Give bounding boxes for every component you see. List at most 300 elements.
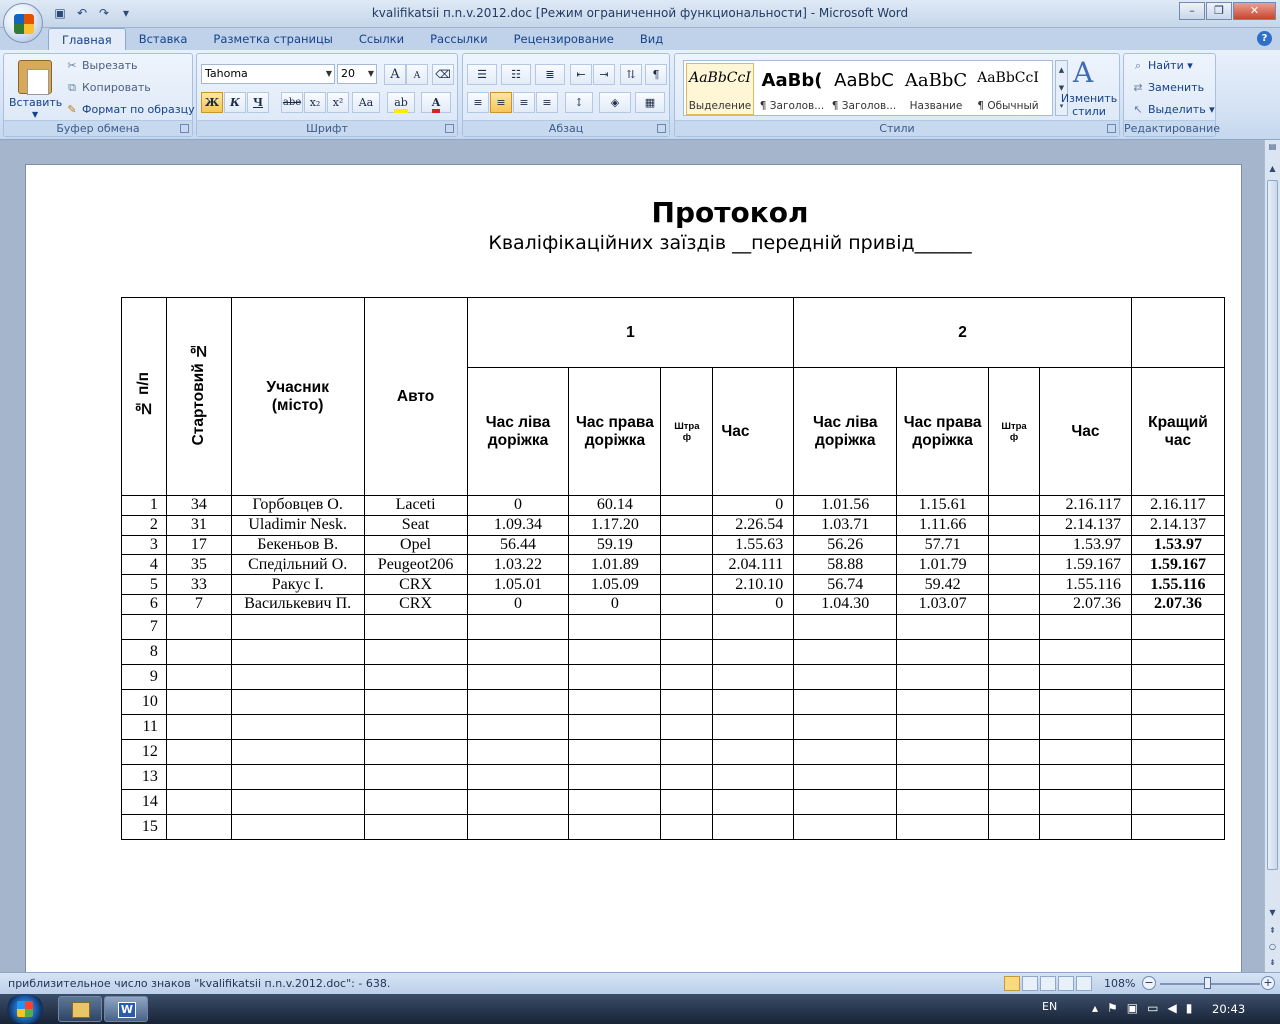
- cell-p2[interactable]: [989, 535, 1040, 555]
- cell-l1[interactable]: 0: [467, 594, 569, 614]
- cell-empty[interactable]: [794, 689, 897, 714]
- cell-n[interactable]: 7: [122, 614, 167, 639]
- cell-empty[interactable]: [1131, 789, 1224, 814]
- cell-empty[interactable]: [231, 764, 364, 789]
- table-row: [122, 714, 1225, 739]
- power-icon[interactable]: ▮: [1185, 1001, 1193, 1015]
- style-title[interactable]: [902, 63, 970, 115]
- cell-n[interactable]: 10: [122, 689, 167, 714]
- cell-n[interactable]: 6: [122, 594, 167, 614]
- find-button[interactable]: ⌕ Найти ▾: [1130, 56, 1193, 76]
- style-heading-1[interactable]: [758, 63, 826, 115]
- cell-r2[interactable]: 1.11.66: [897, 515, 989, 535]
- cell-empty[interactable]: [989, 689, 1040, 714]
- cell-empty[interactable]: [1040, 664, 1132, 689]
- cell-empty[interactable]: [166, 789, 231, 814]
- cell-p1[interactable]: [661, 535, 713, 555]
- cell-n[interactable]: 2: [122, 515, 167, 535]
- outline-view-icon[interactable]: [1058, 976, 1074, 991]
- tab-insert[interactable]: Вставка: [138, 32, 188, 46]
- cell-n[interactable]: 12: [122, 739, 167, 764]
- cell-p1[interactable]: [661, 594, 713, 614]
- table-row: [122, 639, 1225, 664]
- cell-empty[interactable]: [989, 614, 1040, 639]
- cell-empty[interactable]: [989, 814, 1040, 839]
- cell-start[interactable]: 35: [166, 555, 231, 575]
- cell-empty[interactable]: [1131, 764, 1224, 789]
- cell-empty[interactable]: [467, 639, 569, 664]
- clock[interactable]: 20:43: [1212, 1002, 1246, 1016]
- cell-empty[interactable]: [989, 714, 1040, 739]
- change-case-button[interactable]: Aa: [352, 92, 380, 113]
- cell-p2[interactable]: [989, 555, 1040, 575]
- cell-t1[interactable]: 2.04.111: [713, 555, 794, 575]
- cell-empty[interactable]: [467, 614, 569, 639]
- tab-review[interactable]: Рецензирование: [513, 32, 614, 46]
- cut-button[interactable]: [64, 56, 137, 76]
- clipboard-launcher-icon[interactable]: [180, 124, 189, 133]
- cell-p2[interactable]: [989, 496, 1040, 516]
- sort-button[interactable]: [620, 64, 642, 85]
- minimize-button[interactable]: –: [1179, 2, 1205, 20]
- cell-empty[interactable]: [661, 614, 713, 639]
- cell-r1[interactable]: 1.05.09: [569, 575, 661, 595]
- cell-empty[interactable]: [897, 664, 989, 689]
- cell-best[interactable]: 1.55.116: [1131, 575, 1224, 595]
- status-word-count[interactable]: приблизительное число знаков "kvalifikatsii п.n.v.2012.doc": - 638.: [8, 977, 391, 990]
- zoom-in-icon[interactable]: +: [1261, 976, 1275, 990]
- cell-t2[interactable]: 2.16.117: [1040, 496, 1132, 516]
- cell-empty[interactable]: [231, 664, 364, 689]
- cell-empty[interactable]: [231, 639, 364, 664]
- justify-button[interactable]: [536, 92, 558, 113]
- align-center-button[interactable]: [490, 92, 512, 113]
- cell-r2[interactable]: 1.03.07: [897, 594, 989, 614]
- cell-l1[interactable]: 1.05.01: [467, 575, 569, 595]
- cell-empty[interactable]: [569, 614, 661, 639]
- cell-best[interactable]: 1.59.167: [1131, 555, 1224, 575]
- header-car: Авто: [364, 298, 467, 496]
- cell-empty[interactable]: [713, 789, 794, 814]
- cell-t2[interactable]: 1.59.167: [1040, 555, 1132, 575]
- shrink-font-icon: A: [413, 71, 421, 81]
- cell-empty[interactable]: [364, 789, 467, 814]
- cell-t1[interactable]: 2.10.10: [713, 575, 794, 595]
- cell-empty[interactable]: [661, 639, 713, 664]
- cell-r1[interactable]: 59.19: [569, 535, 661, 555]
- cell-t1[interactable]: 1.55.63: [713, 535, 794, 555]
- cell-best[interactable]: 2.07.36: [1131, 594, 1224, 614]
- bold-button[interactable]: Ж: [201, 92, 223, 113]
- window-controls: [1178, 2, 1276, 20]
- cell-empty[interactable]: [897, 639, 989, 664]
- numbering-button[interactable]: [501, 64, 531, 85]
- cell-r2[interactable]: 59.42: [897, 575, 989, 595]
- cell-empty[interactable]: [467, 689, 569, 714]
- cell-r1[interactable]: 60.14: [569, 496, 661, 516]
- cell-empty[interactable]: [364, 664, 467, 689]
- font-name-combo[interactable]: [201, 64, 335, 84]
- copy-icon: ⧉: [68, 81, 76, 94]
- cell-r2[interactable]: 1.01.79: [897, 555, 989, 575]
- cell-empty[interactable]: [661, 714, 713, 739]
- increase-indent-button[interactable]: [593, 64, 615, 85]
- select-browse-object-icon[interactable]: ○: [1269, 942, 1276, 951]
- strikethrough-button[interactable]: abe: [281, 92, 303, 113]
- cell-empty[interactable]: [364, 739, 467, 764]
- decrease-indent-icon: ⇤: [576, 68, 586, 81]
- cell-empty[interactable]: [1131, 664, 1224, 689]
- cell-empty[interactable]: [713, 689, 794, 714]
- cell-r1[interactable]: 1.01.89: [569, 555, 661, 575]
- cell-p2[interactable]: [989, 575, 1040, 595]
- cell-empty[interactable]: [897, 689, 989, 714]
- zoom-out-icon[interactable]: −: [1142, 976, 1156, 990]
- table-row: [122, 496, 1225, 516]
- show-marks-button[interactable]: [645, 64, 667, 85]
- cell-start[interactable]: 33: [166, 575, 231, 595]
- table-row: [122, 555, 1225, 575]
- cell-n[interactable]: 3: [122, 535, 167, 555]
- cell-empty[interactable]: [569, 789, 661, 814]
- cell-empty[interactable]: [231, 739, 364, 764]
- cell-empty[interactable]: [467, 664, 569, 689]
- cell-empty[interactable]: [661, 764, 713, 789]
- cell-empty[interactable]: [364, 639, 467, 664]
- cell-empty[interactable]: [166, 814, 231, 839]
- cell-empty[interactable]: [661, 664, 713, 689]
- zoom-level[interactable]: 108%: [1104, 977, 1136, 990]
- cell-empty[interactable]: [364, 814, 467, 839]
- cell-empty[interactable]: [713, 664, 794, 689]
- cell-empty[interactable]: [897, 764, 989, 789]
- cell-empty[interactable]: [1040, 639, 1132, 664]
- cell-empty[interactable]: [1040, 739, 1132, 764]
- ruler-toggle-icon[interactable]: ▤: [1268, 142, 1277, 151]
- web-layout-icon[interactable]: [1040, 976, 1056, 991]
- cell-empty[interactable]: [364, 689, 467, 714]
- cell-empty[interactable]: [569, 689, 661, 714]
- cell-empty[interactable]: [794, 639, 897, 664]
- cell-t2[interactable]: 2.14.137: [1040, 515, 1132, 535]
- cell-empty[interactable]: [1131, 739, 1224, 764]
- full-screen-reading-icon[interactable]: [1022, 976, 1038, 991]
- undo-icon[interactable]: ↶: [76, 6, 88, 20]
- cell-name[interactable]: Горбовцев О.: [231, 496, 364, 516]
- multilevel-list-button[interactable]: [535, 64, 565, 85]
- cell-empty[interactable]: [661, 789, 713, 814]
- cell-empty[interactable]: [166, 664, 231, 689]
- cell-r2[interactable]: 1.15.61: [897, 496, 989, 516]
- cell-p1[interactable]: [661, 496, 713, 516]
- draft-view-icon[interactable]: [1076, 976, 1092, 991]
- cell-best[interactable]: 1.53.97: [1131, 535, 1224, 555]
- superscript-button[interactable]: x²: [327, 92, 349, 113]
- cell-empty[interactable]: [713, 739, 794, 764]
- cell-empty[interactable]: [467, 714, 569, 739]
- cell-start[interactable]: 34: [166, 496, 231, 516]
- maximize-button[interactable]: ❐: [1206, 2, 1232, 20]
- cell-empty[interactable]: [364, 714, 467, 739]
- cell-empty[interactable]: [569, 764, 661, 789]
- cell-empty[interactable]: [166, 714, 231, 739]
- cell-empty[interactable]: [897, 789, 989, 814]
- align-right-button[interactable]: [513, 92, 535, 113]
- cell-empty[interactable]: [1040, 614, 1132, 639]
- cell-empty[interactable]: [1131, 714, 1224, 739]
- cell-empty[interactable]: [661, 689, 713, 714]
- cell-p1[interactable]: [661, 515, 713, 535]
- cell-empty[interactable]: [467, 814, 569, 839]
- cell-car[interactable]: Peugeot206: [364, 555, 467, 575]
- cell-n[interactable]: 5: [122, 575, 167, 595]
- cell-n[interactable]: 9: [122, 664, 167, 689]
- volume-icon[interactable]: ◀: [1167, 1001, 1177, 1015]
- italic-button[interactable]: К: [224, 92, 246, 113]
- cell-empty[interactable]: [231, 614, 364, 639]
- cell-l2[interactable]: 1.04.30: [794, 594, 897, 614]
- cell-car[interactable]: CRX: [364, 594, 467, 614]
- line-spacing-button[interactable]: [565, 92, 593, 113]
- cell-l2[interactable]: 58.88: [794, 555, 897, 575]
- flag-icon[interactable]: ⚑: [1107, 1001, 1118, 1015]
- cell-empty[interactable]: [166, 764, 231, 789]
- cell-empty[interactable]: [166, 739, 231, 764]
- font-launcher-icon[interactable]: [445, 124, 454, 133]
- cell-empty[interactable]: [989, 789, 1040, 814]
- cell-empty[interactable]: [1040, 814, 1132, 839]
- network-icon[interactable]: ▭: [1147, 1001, 1159, 1015]
- bullet-list-icon: ☰: [477, 68, 487, 81]
- cell-p2[interactable]: [989, 515, 1040, 535]
- font-size-value: 20: [341, 67, 355, 80]
- cell-empty[interactable]: [1131, 639, 1224, 664]
- cell-empty[interactable]: [897, 614, 989, 639]
- scrollbar-thumb[interactable]: [1267, 180, 1278, 870]
- table-row: [122, 594, 1225, 614]
- cell-empty[interactable]: [1131, 614, 1224, 639]
- tab-home[interactable]: Главная: [48, 28, 126, 50]
- scroll-down-icon[interactable]: ▼: [1269, 908, 1276, 917]
- cell-car[interactable]: Seat: [364, 515, 467, 535]
- help-icon[interactable]: ?: [1257, 31, 1272, 46]
- cell-best[interactable]: 2.14.137: [1131, 515, 1224, 535]
- tab-references[interactable]: Ссылки: [358, 32, 405, 46]
- decrease-indent-button[interactable]: [570, 64, 592, 85]
- cell-l2[interactable]: 1.03.71: [794, 515, 897, 535]
- cell-n[interactable]: 13: [122, 764, 167, 789]
- copy-button[interactable]: [64, 78, 151, 98]
- cell-start[interactable]: 17: [166, 535, 231, 555]
- close-button[interactable]: ✕: [1233, 2, 1276, 20]
- replace-button[interactable]: [1130, 78, 1204, 98]
- cell-t1[interactable]: 0: [713, 496, 794, 516]
- cell-empty[interactable]: [1040, 764, 1132, 789]
- shrink-font-button[interactable]: [406, 64, 428, 85]
- cell-empty[interactable]: [713, 764, 794, 789]
- cell-p1[interactable]: [661, 575, 713, 595]
- cell-best[interactable]: 2.16.117: [1131, 496, 1224, 516]
- cell-l1[interactable]: 1.09.34: [467, 515, 569, 535]
- cell-empty[interactable]: [713, 714, 794, 739]
- cell-empty[interactable]: [794, 789, 897, 814]
- cell-empty[interactable]: [231, 814, 364, 839]
- style-emphasis[interactable]: [686, 63, 754, 115]
- show-hidden-icons-icon[interactable]: ▴: [1092, 1001, 1099, 1015]
- cell-n[interactable]: 14: [122, 789, 167, 814]
- cell-empty[interactable]: [989, 639, 1040, 664]
- cell-n[interactable]: 8: [122, 639, 167, 664]
- cell-empty[interactable]: [364, 614, 467, 639]
- cell-empty[interactable]: [989, 664, 1040, 689]
- highlight-button[interactable]: [387, 92, 415, 113]
- cell-empty[interactable]: [231, 789, 364, 814]
- zoom-slider-thumb[interactable]: [1204, 977, 1211, 989]
- cell-l2[interactable]: 56.74: [794, 575, 897, 595]
- language-indicator[interactable]: EN: [1042, 1000, 1058, 1013]
- cell-start[interactable]: 7: [166, 594, 231, 614]
- cell-empty[interactable]: [897, 739, 989, 764]
- font-size-combo[interactable]: [337, 64, 377, 84]
- cell-empty[interactable]: [569, 814, 661, 839]
- cell-n[interactable]: 1: [122, 496, 167, 516]
- scroll-up-icon[interactable]: ▲: [1269, 164, 1276, 173]
- taskbar-word[interactable]: [104, 996, 148, 1022]
- format-painter-button[interactable]: [64, 100, 195, 120]
- styles-launcher-icon[interactable]: [1107, 124, 1116, 133]
- cell-t2[interactable]: 2.07.36: [1040, 594, 1132, 614]
- tab-view[interactable]: Вид: [639, 32, 664, 46]
- cell-t1[interactable]: 0: [713, 594, 794, 614]
- tab-mailings[interactable]: Рассылки: [430, 32, 488, 46]
- cell-car[interactable]: Opel: [364, 535, 467, 555]
- cell-empty[interactable]: [1131, 689, 1224, 714]
- cell-p2[interactable]: [989, 594, 1040, 614]
- office-button[interactable]: [3, 3, 43, 43]
- cell-empty[interactable]: [569, 739, 661, 764]
- cell-empty[interactable]: [569, 639, 661, 664]
- cell-empty[interactable]: [713, 814, 794, 839]
- cell-empty[interactable]: [897, 714, 989, 739]
- next-page-icon[interactable]: ⇟: [1269, 958, 1276, 967]
- cell-name[interactable]: Ракус І.: [231, 575, 364, 595]
- header-time-2: Час: [1040, 368, 1132, 496]
- cell-empty[interactable]: [231, 714, 364, 739]
- cell-t2[interactable]: 1.55.116: [1040, 575, 1132, 595]
- cell-l1[interactable]: 1.03.22: [467, 555, 569, 575]
- start-button[interactable]: [5, 994, 45, 1024]
- cell-n[interactable]: 11: [122, 714, 167, 739]
- cell-empty[interactable]: [467, 739, 569, 764]
- cell-p1[interactable]: [661, 555, 713, 575]
- cell-name[interactable]: Uladimir Nesk.: [231, 515, 364, 535]
- cell-t1[interactable]: 2.26.54: [713, 515, 794, 535]
- cell-empty[interactable]: [569, 714, 661, 739]
- select-button[interactable]: ↖ Выделить ▾: [1130, 100, 1215, 120]
- cell-empty[interactable]: [166, 614, 231, 639]
- subscript-button[interactable]: x₂: [304, 92, 326, 113]
- font-color-button[interactable]: [421, 92, 451, 113]
- style-normal[interactable]: [974, 63, 1042, 115]
- cell-name[interactable]: Бекеньов В.: [231, 535, 364, 555]
- style-heading-2[interactable]: [830, 63, 898, 115]
- cell-empty[interactable]: [897, 814, 989, 839]
- cell-car[interactable]: CRX: [364, 575, 467, 595]
- paragraph-launcher-icon[interactable]: [657, 124, 666, 133]
- cell-empty[interactable]: [467, 789, 569, 814]
- cell-empty[interactable]: [1040, 714, 1132, 739]
- styles-gallery-scroll[interactable]: ▲ ▼ ▾: [1055, 60, 1068, 116]
- cell-empty[interactable]: [661, 739, 713, 764]
- print-layout-icon[interactable]: [1004, 976, 1020, 991]
- cell-empty[interactable]: [794, 764, 897, 789]
- shading-button[interactable]: [599, 92, 631, 113]
- cell-empty[interactable]: [713, 614, 794, 639]
- cell-empty[interactable]: [794, 714, 897, 739]
- clear-format-button[interactable]: [432, 64, 454, 85]
- cell-empty[interactable]: [467, 764, 569, 789]
- header-right-lane-2: Час права доріжка: [897, 368, 989, 496]
- cell-name[interactable]: Спедільний О.: [231, 555, 364, 575]
- cell-empty[interactable]: [364, 764, 467, 789]
- cell-start[interactable]: 31: [166, 515, 231, 535]
- redo-icon[interactable]: ↷: [98, 6, 110, 20]
- grow-font-button[interactable]: [384, 64, 406, 85]
- cell-empty[interactable]: [231, 689, 364, 714]
- cell-r1[interactable]: 0: [569, 594, 661, 614]
- ribbon: [0, 50, 1280, 140]
- cell-n[interactable]: 15: [122, 814, 167, 839]
- cell-empty[interactable]: [794, 814, 897, 839]
- align-left-button[interactable]: [467, 92, 489, 113]
- cell-l1[interactable]: 56.44: [467, 535, 569, 555]
- customize-qat-icon[interactable]: ▾: [122, 6, 130, 20]
- cell-empty[interactable]: [1040, 689, 1132, 714]
- cell-car[interactable]: Laceti: [364, 496, 467, 516]
- cell-empty[interactable]: [713, 639, 794, 664]
- taskbar-explorer[interactable]: [58, 996, 102, 1022]
- cell-t2[interactable]: 1.53.97: [1040, 535, 1132, 555]
- cell-n[interactable]: 4: [122, 555, 167, 575]
- cell-empty[interactable]: [989, 764, 1040, 789]
- cell-l2[interactable]: 1.01.56: [794, 496, 897, 516]
- cell-empty[interactable]: [794, 614, 897, 639]
- cell-name[interactable]: Василькевич П.: [231, 594, 364, 614]
- device-icon[interactable]: ▣: [1126, 1001, 1139, 1015]
- cell-empty[interactable]: [1040, 789, 1132, 814]
- cell-l1[interactable]: 0: [467, 496, 569, 516]
- cell-empty[interactable]: [166, 689, 231, 714]
- cell-empty[interactable]: [661, 814, 713, 839]
- cell-empty[interactable]: [794, 739, 897, 764]
- underline-button[interactable]: Ч: [247, 92, 269, 113]
- cell-r1[interactable]: 1.17.20: [569, 515, 661, 535]
- bullets-button[interactable]: [467, 64, 497, 85]
- previous-page-icon[interactable]: ⇞: [1269, 926, 1276, 935]
- cell-empty[interactable]: [1131, 814, 1224, 839]
- cell-empty[interactable]: [166, 639, 231, 664]
- style-name: Выделение: [688, 100, 752, 112]
- cell-r2[interactable]: 57.71: [897, 535, 989, 555]
- cell-empty[interactable]: [569, 664, 661, 689]
- cell-empty[interactable]: [989, 739, 1040, 764]
- cell-empty[interactable]: [794, 664, 897, 689]
- tab-page-layout[interactable]: Разметка страницы: [213, 32, 333, 46]
- vertical-scrollbar[interactable]: [1264, 140, 1280, 972]
- borders-button[interactable]: [635, 92, 665, 113]
- cell-l2[interactable]: 56.26: [794, 535, 897, 555]
- save-icon[interactable]: ▣: [54, 6, 66, 20]
